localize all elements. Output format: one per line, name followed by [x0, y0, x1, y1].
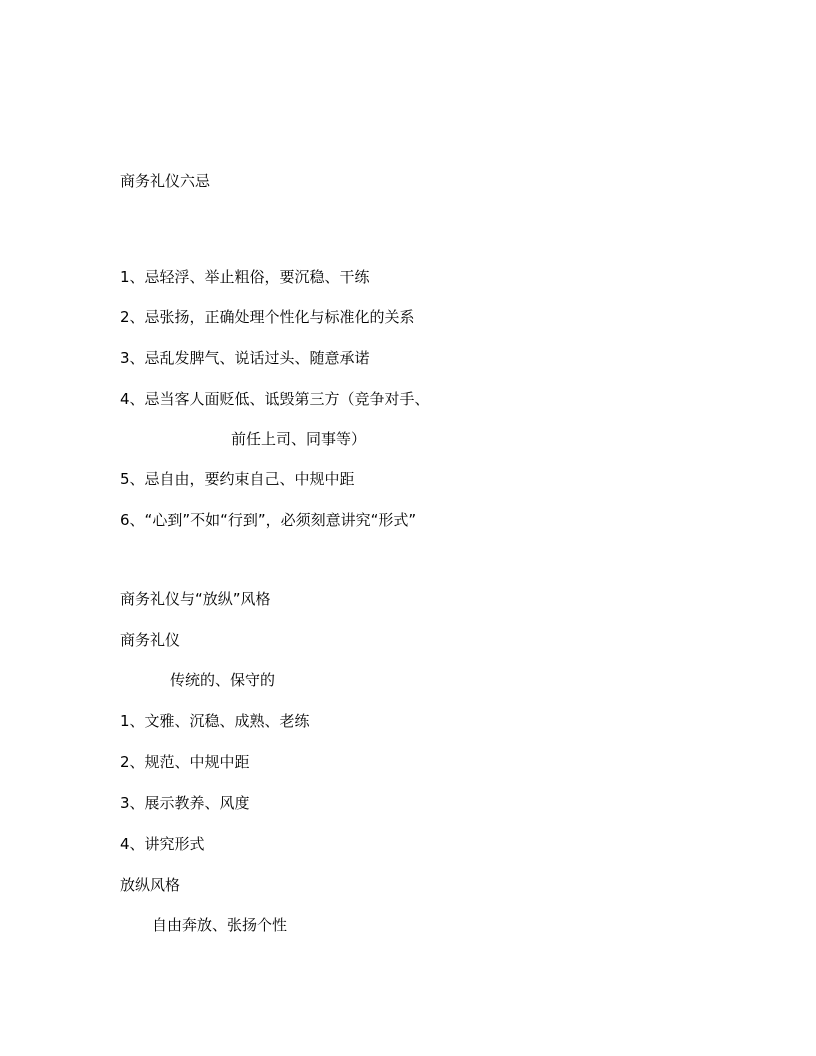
subheading-free-style: 放纵风格 [120, 876, 181, 894]
list-item: 4、讲究形式 [120, 835, 205, 853]
section-title-style: 商务礼仪与“放纵”风格 [120, 590, 271, 608]
list-item: 6、“心到”不如“行到”，必须刻意讲究“形式” [120, 511, 417, 529]
subheading-etiquette: 商务礼仪 [120, 631, 181, 649]
etiquette-description: 传统的、保守的 [170, 671, 276, 689]
list-item: 2、规范、中规中距 [120, 753, 250, 771]
list-item: 1、忌轻浮、举止粗俗，要沉稳、干练 [120, 268, 370, 286]
section-title-six-taboos: 商务礼仪六忌 [120, 172, 211, 190]
list-item: 5、忌自由，要约束自己、中规中距 [120, 470, 355, 488]
list-item: 2、忌张扬，正确处理个性化与标准化的关系 [120, 308, 415, 326]
list-item: 1、文雅、沉稳、成熟、老练 [120, 712, 310, 730]
list-item-continuation: 前任上司、同事等） [231, 430, 367, 448]
list-item: 3、忌乱发脾气、说话过头、随意承诺 [120, 349, 370, 367]
free-style-description: 自由奔放、张扬个性 [152, 916, 288, 934]
list-item: 3、展示教养、风度 [120, 794, 250, 812]
list-item: 4、忌当客人面贬低、诋毁第三方（竞争对手、 [120, 390, 430, 408]
